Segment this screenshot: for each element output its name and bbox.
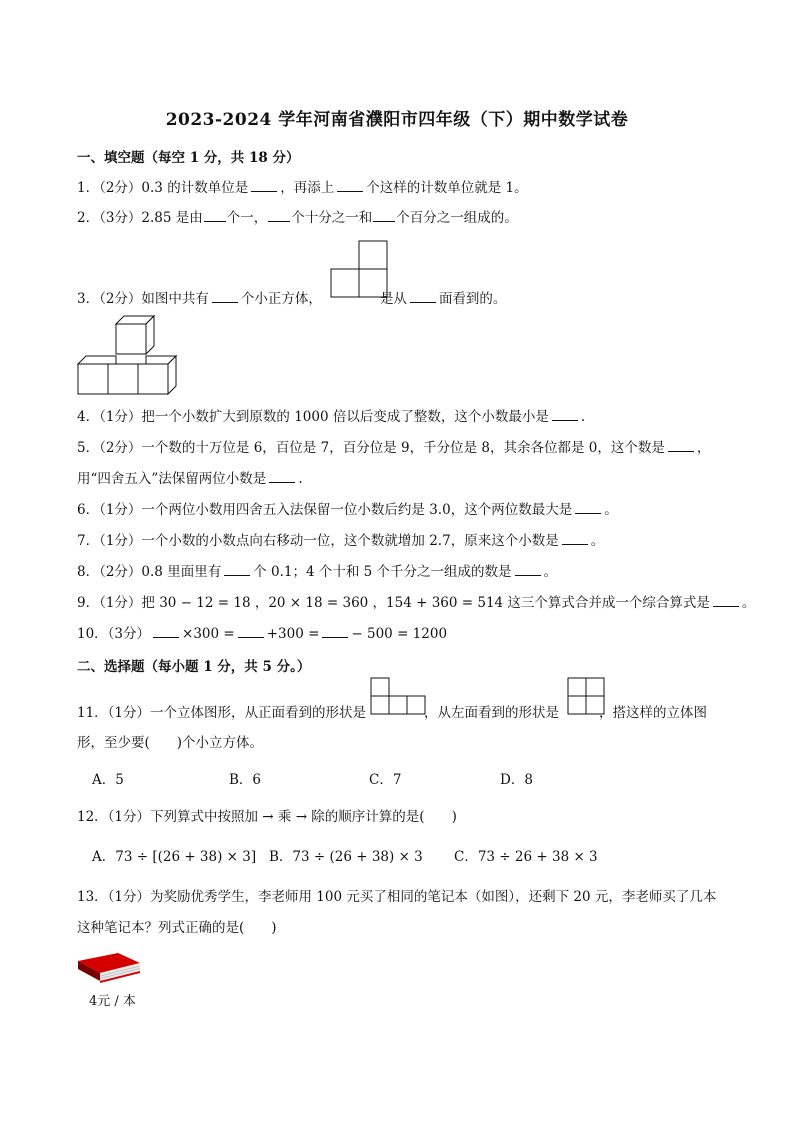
answer-blank[interactable]: [269, 470, 295, 483]
answer-blank[interactable]: [238, 625, 264, 638]
q11-option-b[interactable]: B．6: [229, 772, 262, 788]
question-9: 9．（1分）把 30 − 12 = 18 ，20 × 18 = 360 ，154 + 360 = 514 这三个算式合并成一个综合算式是 。: [77, 595, 756, 611]
answer-blank[interactable]: [322, 625, 348, 638]
answer-blank[interactable]: [552, 408, 578, 421]
section-heading-multiple-choice: 二、选择题（每小题 1 分，共 5 分。）: [77, 659, 311, 675]
answer-blank[interactable]: [410, 290, 436, 303]
question-2: 2．（3分）2.85 是由 个一， 个十分之一和 个百分之一组成的。: [77, 210, 518, 226]
question-11: 11．（1分）一个立体图形，从正面看到的形状是 ，从左面看到的形状是 ，搭这样的立体图: [77, 705, 708, 721]
q12-option-b[interactable]: B．73 ÷ (26 + 38) × 3: [269, 849, 423, 865]
answer-blank[interactable]: [575, 501, 601, 514]
q11-option-a[interactable]: A．5: [92, 772, 124, 788]
q12-option-a[interactable]: A．73 ÷ [(26 + 38) × 3]: [92, 849, 257, 865]
notebook-icon: [74, 949, 144, 989]
question-10: 10．（3分） ×300 = +300 = − 500 = 1200: [77, 626, 448, 642]
q11-front-view-figure: [371, 677, 431, 717]
question-5: 5．（2分）一个数的十万位是 6，百位是 7，百分位是 9，千分位是 8，其余各位都是 0，这个数是 ，: [77, 440, 711, 456]
q3-cubes-figure: [76, 314, 176, 396]
question-12: 12．（1分）下列算式中按照加 → 乘 → 除的顺序计算的是( ): [77, 809, 457, 825]
answer-blank[interactable]: [204, 209, 226, 222]
question-13-cont: 这种笔记本？列式正确的是( ): [77, 920, 277, 936]
q3-view-figure: [331, 239, 391, 301]
answer-blank[interactable]: [668, 439, 694, 452]
question-13: 13．（1分）为奖励优秀学生，李老师用 100 元买了相同的笔记本（如图），还剩下 20 元，李老师买了几本: [77, 889, 717, 905]
q11-option-d[interactable]: D．8: [500, 772, 533, 788]
answer-blank[interactable]: [713, 594, 739, 607]
q11-left-view-figure: [568, 677, 608, 717]
answer-blank[interactable]: [373, 209, 395, 222]
answer-blank[interactable]: [153, 625, 179, 638]
answer-blank[interactable]: [212, 290, 238, 303]
answer-blank[interactable]: [515, 563, 541, 576]
answer-blank[interactable]: [337, 179, 363, 192]
question-3: 3．（2分）如图中共有 个小正方体， 是从 面看到的。: [77, 291, 507, 307]
answer-blank[interactable]: [224, 563, 250, 576]
answer-blank[interactable]: [268, 209, 290, 222]
question-4: 4．（1分）把一个小数扩大到原数的 1000 倍以后变成了整数，这个小数最小是 .: [77, 409, 586, 425]
question-7: 7．（1分）一个小数的小数点向右移动一位，这个数就增加 2.7，原来这个小数是 。: [77, 533, 605, 549]
q11-option-c[interactable]: C．7: [369, 772, 402, 788]
notebook-price-caption: 4元 / 本: [89, 994, 136, 1009]
answer-blank[interactable]: [562, 532, 588, 545]
question-5-cont: 用“四舍五入”法保留两位小数是 .: [77, 471, 303, 487]
question-1: 1．（2分）0.3 的计数单位是 ，再添上 个这样的计数单位就是 1。: [77, 180, 528, 196]
question-6: 6．（1分）一个两位小数用四舍五入法保留一位小数后约是 3.0，这个两位数最大是 。: [77, 502, 618, 518]
section-heading-fill-blank: 一、填空题（每空 1 分，共 18 分）: [77, 150, 300, 166]
question-8: 8．（2分）0.8 里面里有 个 0.1；4 个十和 5 个千分之一组成的数是 。: [77, 564, 558, 580]
question-11-cont: 形，至少要( )个小立方体。: [77, 735, 264, 751]
q12-option-c[interactable]: C．73 ÷ 26 + 38 × 3: [454, 849, 598, 865]
page-title: 2023-2024 学年河南省濮阳市四年级（下）期中数学试卷: [165, 110, 629, 130]
answer-blank[interactable]: [251, 179, 277, 192]
